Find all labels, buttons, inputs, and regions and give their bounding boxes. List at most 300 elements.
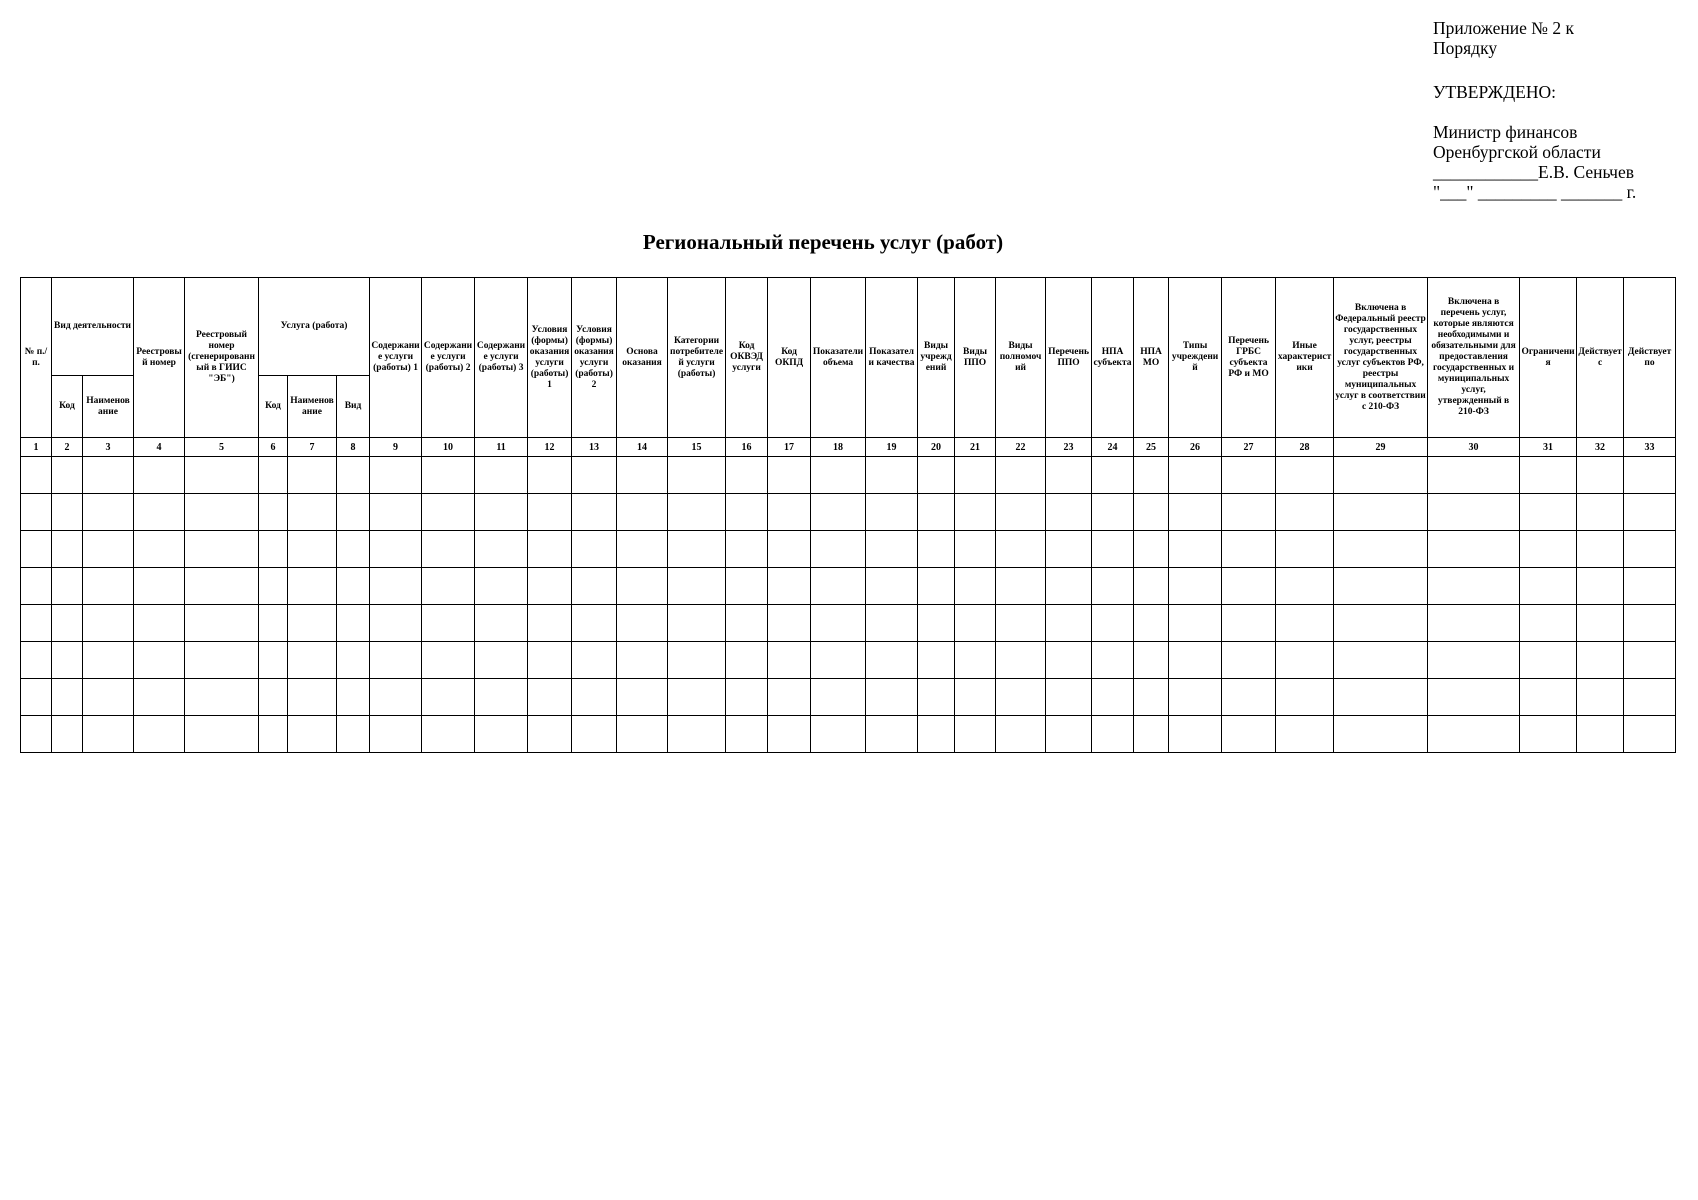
table-cell xyxy=(1334,605,1428,642)
table-cell xyxy=(918,716,955,753)
table-cell xyxy=(337,568,370,605)
table-cell xyxy=(955,494,996,531)
table-cell xyxy=(1169,531,1222,568)
table-cell xyxy=(475,457,528,494)
table-cell xyxy=(1169,679,1222,716)
table-cell xyxy=(288,457,337,494)
table-cell xyxy=(811,457,866,494)
table-cell xyxy=(955,716,996,753)
minister-line-1: Министр финансов xyxy=(1433,122,1578,142)
table-cell xyxy=(1092,716,1134,753)
table-cell xyxy=(768,531,811,568)
table-cell xyxy=(1169,457,1222,494)
table-cell xyxy=(1520,494,1577,531)
table-cell xyxy=(918,642,955,679)
col-header-generated-registry-number: Реестровый номер (сгенерированный в ГИИС "ЭБ") xyxy=(185,278,259,438)
table-cell xyxy=(1624,679,1676,716)
table-cell xyxy=(668,457,726,494)
col-group-activity: Вид деятельности xyxy=(52,278,134,376)
table-cell xyxy=(996,679,1046,716)
table-cell xyxy=(1577,716,1624,753)
table-row xyxy=(21,568,1676,605)
table-cell xyxy=(768,605,811,642)
table-cell xyxy=(1134,494,1169,531)
table-cell xyxy=(134,642,185,679)
col-header-volume-indicators: Показатели объема xyxy=(811,278,866,438)
table-row xyxy=(21,679,1676,716)
table-cell xyxy=(1577,605,1624,642)
table-cell xyxy=(811,642,866,679)
table-cell xyxy=(726,568,768,605)
table-cell xyxy=(955,679,996,716)
table-cell xyxy=(1134,642,1169,679)
col-header-service-name: Наименование xyxy=(288,376,337,438)
col-header-npa-mo: НПА МО xyxy=(1134,278,1169,438)
table-cell xyxy=(955,642,996,679)
table-cell xyxy=(288,605,337,642)
table-cell xyxy=(288,679,337,716)
table-cell xyxy=(768,679,811,716)
table-cell xyxy=(1428,642,1520,679)
table-cell xyxy=(726,531,768,568)
column-number: 13 xyxy=(572,438,617,457)
table-cell xyxy=(1169,568,1222,605)
table-cell xyxy=(572,605,617,642)
table-cell xyxy=(1520,679,1577,716)
col-header-federal-registry: Включена в Федеральный реестр государственных услуг, реестры государственных услуг субъектов РФ, реестры муниципальных услуг в соответствии с 210-ФЗ xyxy=(1334,278,1428,438)
col-header-other-characteristics: Иные характеристики xyxy=(1276,278,1334,438)
column-number: 5 xyxy=(185,438,259,457)
table-cell xyxy=(337,457,370,494)
table-cell xyxy=(1046,568,1092,605)
table-cell xyxy=(134,716,185,753)
table-cell xyxy=(83,716,134,753)
table-cell xyxy=(1169,716,1222,753)
table-cell xyxy=(866,716,918,753)
table-cell xyxy=(185,716,259,753)
table-cell xyxy=(21,716,52,753)
table-cell xyxy=(370,494,422,531)
table-cell xyxy=(52,494,83,531)
table-cell xyxy=(1134,568,1169,605)
table-cell xyxy=(1092,494,1134,531)
col-header-service-kind: Вид xyxy=(337,376,370,438)
table-cell xyxy=(668,642,726,679)
table-cell xyxy=(1520,457,1577,494)
col-header-basis: Основа оказания xyxy=(617,278,668,438)
table-cell xyxy=(996,568,1046,605)
table-cell xyxy=(83,531,134,568)
table-cell xyxy=(259,679,288,716)
table-cell xyxy=(668,605,726,642)
table-cell xyxy=(1092,531,1134,568)
column-number: 27 xyxy=(1222,438,1276,457)
table-cell xyxy=(185,568,259,605)
table-cell xyxy=(1222,679,1276,716)
table-cell xyxy=(866,642,918,679)
column-number: 21 xyxy=(955,438,996,457)
table-cell xyxy=(668,568,726,605)
table-cell xyxy=(572,531,617,568)
table-cell xyxy=(617,457,668,494)
table-cell xyxy=(668,716,726,753)
table-cell xyxy=(955,568,996,605)
table-cell xyxy=(1334,642,1428,679)
table-cell xyxy=(185,494,259,531)
table-cell xyxy=(866,531,918,568)
table-cell xyxy=(811,531,866,568)
table-cell xyxy=(1092,605,1134,642)
table-cell xyxy=(288,568,337,605)
table-cell xyxy=(475,531,528,568)
table-cell xyxy=(1334,679,1428,716)
col-header-ppo-list: Перечень ППО xyxy=(1046,278,1092,438)
table-cell xyxy=(1428,457,1520,494)
column-number: 18 xyxy=(811,438,866,457)
table-row xyxy=(21,716,1676,753)
col-header-activity-name: Наименование xyxy=(83,376,134,438)
col-header-grbs-list: Перечень ГРБС субъекта РФ и МО xyxy=(1222,278,1276,438)
table-cell xyxy=(955,605,996,642)
table-cell xyxy=(422,716,475,753)
column-number: 8 xyxy=(337,438,370,457)
column-number: 1 xyxy=(21,438,52,457)
table-cell xyxy=(259,531,288,568)
table-cell xyxy=(1624,494,1676,531)
table-cell xyxy=(52,605,83,642)
col-header-restrictions: Ограничения xyxy=(1520,278,1577,438)
table-cell xyxy=(83,679,134,716)
column-number: 22 xyxy=(996,438,1046,457)
table-cell xyxy=(422,531,475,568)
table-cell xyxy=(918,679,955,716)
table-cell xyxy=(1169,605,1222,642)
table-cell xyxy=(918,531,955,568)
table-cell xyxy=(668,494,726,531)
table-cell xyxy=(955,457,996,494)
table-cell xyxy=(1520,568,1577,605)
table-cell xyxy=(572,679,617,716)
table-cell xyxy=(259,642,288,679)
table-cell xyxy=(288,494,337,531)
table-cell xyxy=(185,605,259,642)
table-cell xyxy=(21,531,52,568)
table-cell xyxy=(185,679,259,716)
table-cell xyxy=(617,642,668,679)
table-cell xyxy=(1276,568,1334,605)
table-cell xyxy=(337,679,370,716)
column-number: 12 xyxy=(528,438,572,457)
table-cell xyxy=(1169,494,1222,531)
table-cell xyxy=(1276,605,1334,642)
table-cell xyxy=(1134,457,1169,494)
column-number: 30 xyxy=(1428,438,1520,457)
table-cell xyxy=(185,642,259,679)
table-cell xyxy=(134,679,185,716)
table-cell xyxy=(1092,457,1134,494)
table-cell xyxy=(1577,531,1624,568)
table-row xyxy=(21,642,1676,679)
table-cell xyxy=(866,605,918,642)
table-cell xyxy=(52,457,83,494)
table-cell xyxy=(996,605,1046,642)
table-cell xyxy=(52,716,83,753)
appendix-line-2: Порядку xyxy=(1433,38,1498,58)
document-title: Региональный перечень услуг (работ) xyxy=(642,230,1004,254)
table-cell xyxy=(134,568,185,605)
table-cell xyxy=(528,457,572,494)
table-cell xyxy=(955,531,996,568)
column-number: 32 xyxy=(1577,438,1624,457)
table-cell xyxy=(475,716,528,753)
table-cell xyxy=(1046,716,1092,753)
table-cell xyxy=(866,679,918,716)
table-cell xyxy=(475,679,528,716)
col-header-institution-types: Типы учреждений xyxy=(1169,278,1222,438)
table-cell xyxy=(1134,531,1169,568)
table-cell xyxy=(726,457,768,494)
table-cell xyxy=(996,716,1046,753)
table-cell xyxy=(1169,642,1222,679)
table-cell xyxy=(337,642,370,679)
table-row xyxy=(21,457,1676,494)
table-cell xyxy=(1222,457,1276,494)
table-cell xyxy=(1428,679,1520,716)
table-cell xyxy=(572,642,617,679)
table-cell xyxy=(918,568,955,605)
table-cell xyxy=(370,568,422,605)
table-cell xyxy=(1276,679,1334,716)
table-cell xyxy=(1276,531,1334,568)
table-cell xyxy=(668,679,726,716)
table-cell xyxy=(811,679,866,716)
appendix-line-1: Приложение № 2 к xyxy=(1433,18,1574,38)
col-header-npa-subject: НПА субъекта xyxy=(1092,278,1134,438)
table-row xyxy=(21,494,1676,531)
column-number: 29 xyxy=(1334,438,1428,457)
table-cell xyxy=(83,568,134,605)
table-row xyxy=(21,531,1676,568)
table-cell xyxy=(1520,642,1577,679)
table-cell xyxy=(1520,605,1577,642)
table-cell xyxy=(1577,457,1624,494)
table-cell xyxy=(768,457,811,494)
table-cell xyxy=(475,494,528,531)
column-number: 28 xyxy=(1276,438,1334,457)
table-cell xyxy=(1046,531,1092,568)
col-header-quality-indicators: Показатели качества xyxy=(866,278,918,438)
table-cell xyxy=(617,605,668,642)
column-number: 11 xyxy=(475,438,528,457)
table-cell xyxy=(572,568,617,605)
table-cell xyxy=(617,679,668,716)
table-cell xyxy=(1092,679,1134,716)
table-cell xyxy=(996,457,1046,494)
col-header-conditions-1: Условия (формы) оказания услуги (работы) 1 xyxy=(528,278,572,438)
table-cell xyxy=(811,716,866,753)
table-cell xyxy=(528,716,572,753)
col-header-service-code: Код xyxy=(259,376,288,438)
signature-line: ____________Е.В. Сеньчев xyxy=(1433,162,1634,182)
col-header-consumers: Категории потребителей услуги (работы) xyxy=(668,278,726,438)
table-cell xyxy=(528,494,572,531)
table-cell xyxy=(422,642,475,679)
table-cell xyxy=(21,642,52,679)
table-cell xyxy=(370,642,422,679)
table-cell xyxy=(726,716,768,753)
table-cell xyxy=(422,568,475,605)
column-number: 24 xyxy=(1092,438,1134,457)
table-cell xyxy=(1624,457,1676,494)
table-cell xyxy=(422,494,475,531)
table-cell xyxy=(134,494,185,531)
table-cell xyxy=(1134,716,1169,753)
table-cell xyxy=(1334,457,1428,494)
col-header-conditions-2: Условия (формы) оказания услуги (работы) 2 xyxy=(572,278,617,438)
column-number: 19 xyxy=(866,438,918,457)
table-cell xyxy=(1520,716,1577,753)
table-cell xyxy=(1222,531,1276,568)
table-cell xyxy=(768,568,811,605)
table-cell xyxy=(422,605,475,642)
column-number: 3 xyxy=(83,438,134,457)
column-number: 15 xyxy=(668,438,726,457)
column-number: 31 xyxy=(1520,438,1577,457)
table-cell xyxy=(996,531,1046,568)
table-cell xyxy=(572,494,617,531)
column-number: 20 xyxy=(918,438,955,457)
table-cell xyxy=(1428,605,1520,642)
table-cell xyxy=(422,679,475,716)
column-number-row xyxy=(21,438,1676,457)
table-cell xyxy=(259,716,288,753)
table-cell xyxy=(83,494,134,531)
table-cell xyxy=(726,642,768,679)
table-cell xyxy=(288,531,337,568)
table-cell xyxy=(288,716,337,753)
table-cell xyxy=(1092,568,1134,605)
table-cell xyxy=(337,716,370,753)
table-cell xyxy=(259,457,288,494)
column-number: 2 xyxy=(52,438,83,457)
col-header-content-3: Содержание услуги (работы) 3 xyxy=(475,278,528,438)
table-cell xyxy=(1577,494,1624,531)
column-number: 6 xyxy=(259,438,288,457)
table-row xyxy=(21,605,1676,642)
table-cell xyxy=(528,531,572,568)
table-cell xyxy=(337,494,370,531)
column-number: 17 xyxy=(768,438,811,457)
table-cell xyxy=(475,605,528,642)
col-group-service: Услуга (работа) xyxy=(259,278,370,376)
table-cell xyxy=(52,568,83,605)
table-cell xyxy=(1046,494,1092,531)
table-cell xyxy=(1577,642,1624,679)
table-cell xyxy=(918,494,955,531)
table-cell xyxy=(996,642,1046,679)
table-cell xyxy=(1624,605,1676,642)
column-number: 10 xyxy=(422,438,475,457)
table-cell xyxy=(1276,642,1334,679)
table-cell xyxy=(370,531,422,568)
table-cell xyxy=(1222,642,1276,679)
table-cell xyxy=(1134,605,1169,642)
table-cell xyxy=(768,494,811,531)
table-cell xyxy=(996,494,1046,531)
table-cell xyxy=(528,568,572,605)
table-cell xyxy=(134,531,185,568)
column-number: 33 xyxy=(1624,438,1676,457)
col-header-activity-code: Код xyxy=(52,376,83,438)
col-header-content-2: Содержание услуги (работы) 2 xyxy=(422,278,475,438)
table-cell xyxy=(572,457,617,494)
column-number: 16 xyxy=(726,438,768,457)
table-cell xyxy=(1334,716,1428,753)
col-header-mandatory-services: Включена в перечень услуг, которые являются необходимыми и обязательными для предоставления государственных и муниципальных услуг, утвержденный в 210-ФЗ xyxy=(1428,278,1520,438)
table-cell xyxy=(1276,457,1334,494)
table-cell xyxy=(1046,642,1092,679)
table-cell xyxy=(1092,642,1134,679)
table-cell xyxy=(259,605,288,642)
table-cell xyxy=(811,568,866,605)
column-number: 14 xyxy=(617,438,668,457)
table-cell xyxy=(259,568,288,605)
table-cell xyxy=(83,457,134,494)
table-cell xyxy=(617,531,668,568)
table-cell xyxy=(617,716,668,753)
table-cell xyxy=(52,679,83,716)
date-line: "___" _________ _______ г. xyxy=(1433,182,1637,202)
table-cell xyxy=(52,531,83,568)
table-cell xyxy=(617,494,668,531)
table-cell xyxy=(1577,679,1624,716)
table-cell xyxy=(185,457,259,494)
table-cell xyxy=(288,642,337,679)
table-cell xyxy=(1520,531,1577,568)
table-cell xyxy=(866,494,918,531)
table-cell xyxy=(21,457,52,494)
col-header-valid-from: Действует с xyxy=(1577,278,1624,438)
table-cell xyxy=(811,494,866,531)
table-cell xyxy=(1134,679,1169,716)
table-cell xyxy=(1222,716,1276,753)
table-cell xyxy=(1276,494,1334,531)
table-cell xyxy=(866,568,918,605)
col-header-number: № п./п. xyxy=(21,278,52,438)
col-header-ppo-kinds: Виды ППО xyxy=(955,278,996,438)
table-cell xyxy=(1624,531,1676,568)
table-cell xyxy=(528,642,572,679)
col-header-powers-kinds: Виды полномочий xyxy=(996,278,1046,438)
column-number: 4 xyxy=(134,438,185,457)
table-cell xyxy=(726,605,768,642)
table-cell xyxy=(528,605,572,642)
table-cell xyxy=(768,642,811,679)
table-cell xyxy=(1222,568,1276,605)
minister-line-2: Оренбургской области xyxy=(1433,142,1601,162)
col-header-content-1: Содержание услуги (работы) 1 xyxy=(370,278,422,438)
table-cell xyxy=(1334,531,1428,568)
table-cell xyxy=(1428,494,1520,531)
table-cell xyxy=(21,568,52,605)
approved-label: УТВЕРЖДЕНО: xyxy=(1433,82,1557,102)
column-number: 26 xyxy=(1169,438,1222,457)
table-cell xyxy=(21,679,52,716)
table-cell xyxy=(726,679,768,716)
table-cell xyxy=(668,531,726,568)
table-cell xyxy=(617,568,668,605)
table-cell xyxy=(811,605,866,642)
